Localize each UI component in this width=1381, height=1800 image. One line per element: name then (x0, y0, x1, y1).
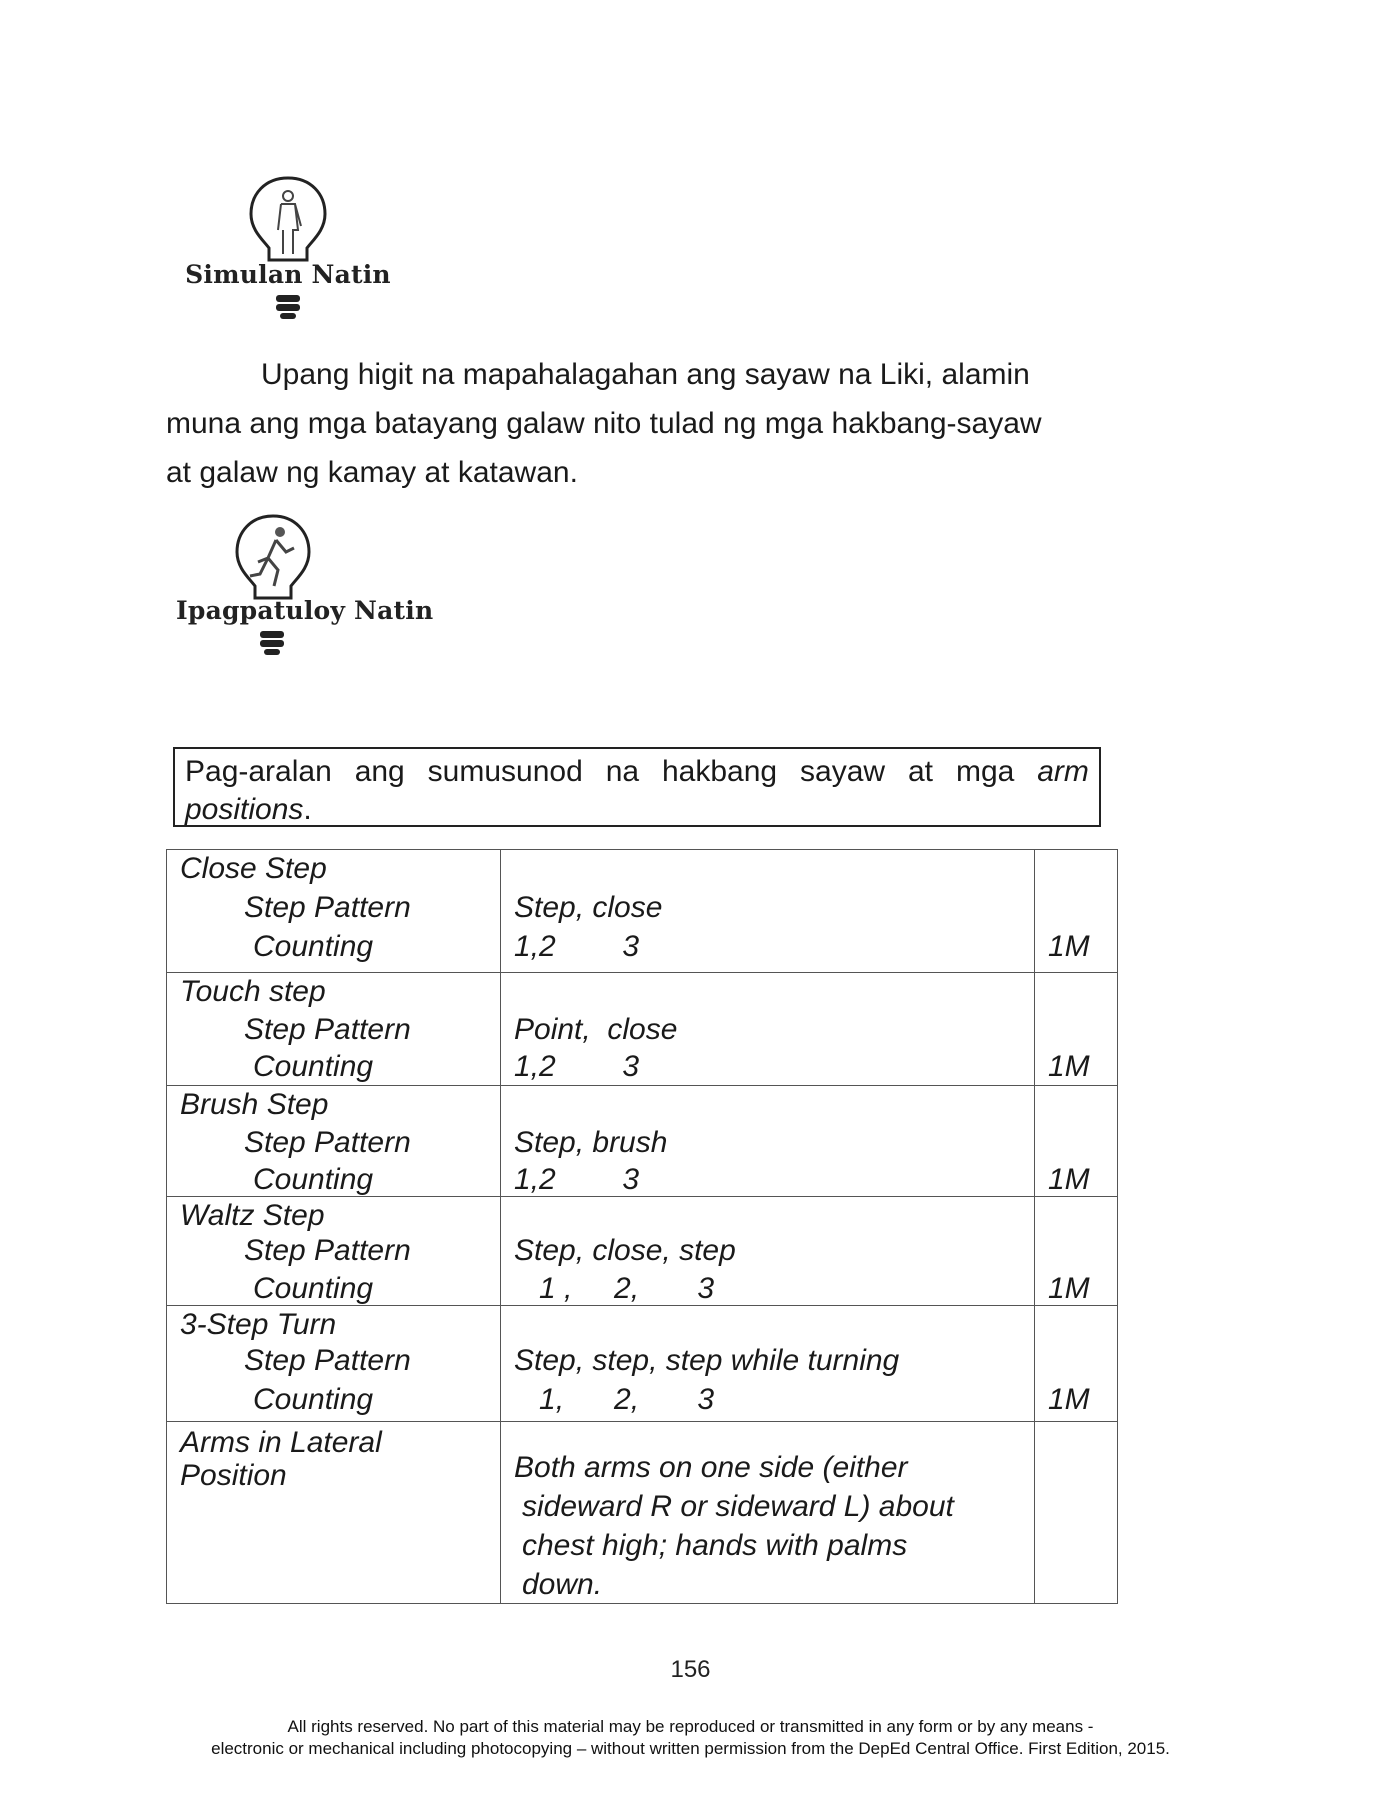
counting-label: Counting (253, 930, 374, 963)
instruction-line-2: positions. (185, 793, 312, 826)
step-pattern-value: Point, close (514, 1013, 678, 1046)
counting-value: 1,2 3 (514, 1163, 640, 1196)
bulb-base-icon (258, 629, 286, 657)
footer-line: electronic or mechanical including photocopying – without written permission from the DepEd Central Office. First Edition, 2015. (211, 1739, 1170, 1758)
counting-value: 1 , 2, 3 (514, 1272, 715, 1305)
score-mark: 1M (1048, 1050, 1090, 1083)
table-row (167, 1197, 1118, 1306)
instruction-word: at (908, 755, 934, 788)
table-row (167, 1306, 1118, 1422)
counting-value: 1, 2, 3 (514, 1383, 715, 1416)
instruction-box (173, 747, 1101, 827)
ipagpatuloy-natin-heading (176, 512, 438, 657)
table-row (167, 1086, 1118, 1197)
page-number: 156 (670, 1656, 711, 1683)
instruction-word: mga (955, 755, 1015, 788)
step-pattern-value: Step, step, step while turning (514, 1344, 900, 1377)
step-pattern-label: Step Pattern (244, 1013, 411, 1046)
score-mark: 1M (1048, 1272, 1090, 1305)
instruction-word: sayaw (800, 755, 886, 788)
step-pattern-value: Step, close, step (514, 1234, 736, 1267)
counting-label: Counting (253, 1272, 374, 1305)
step-pattern-value: Step, brush (514, 1126, 668, 1159)
counting-value: 1,2 3 (514, 1050, 640, 1083)
step-name: Touch step (180, 975, 326, 1008)
intro-line: Upang higit na mapahalagahan ang sayaw na Liki, alamin (261, 358, 1030, 391)
step-name: 3-Step Turn (180, 1308, 337, 1341)
footer-line: All rights reserved. No part of this material may be reproduced or transmitted in any form or by any means - (287, 1717, 1094, 1736)
step-pattern-label: Step Pattern (244, 1126, 411, 1159)
simulan-natin-heading (178, 174, 398, 321)
counting-label: Counting (253, 1163, 374, 1196)
score-mark: 1M (1048, 1163, 1090, 1196)
table-row (167, 850, 1118, 973)
simulan-natin-label: Simulan Natin (185, 260, 391, 289)
step-name: Waltz Step (180, 1199, 325, 1232)
instruction-word: sumusunod (427, 755, 583, 788)
score-mark: 1M (1048, 930, 1090, 963)
intro-line: at galaw ng kamay at katawan. (166, 456, 578, 489)
table-row (167, 973, 1118, 1086)
score-mark: 1M (1048, 1383, 1090, 1416)
step-pattern-label: Step Pattern (244, 891, 411, 924)
copyright-footer (0, 1716, 1381, 1760)
instruction-word: ang (354, 755, 405, 788)
intro-paragraph (166, 350, 1128, 497)
bulb-runner-icon (230, 512, 316, 604)
bulb-base-icon (274, 293, 302, 321)
instruction-word: hakbang (662, 755, 778, 788)
instruction-word: Pag-aralan (185, 755, 332, 788)
instruction-line-1 (185, 753, 1089, 791)
step-pattern-label: Step Pattern (244, 1344, 411, 1377)
intro-line: muna ang mga batayang galaw nito tulad ng mga hakbang-sayaw (166, 407, 1042, 440)
step-pattern-label: Step Pattern (244, 1234, 411, 1267)
step-name: Brush Step (180, 1088, 329, 1121)
dance-steps-table (166, 849, 1118, 1604)
arms-position-name: Arms in Lateral Position (180, 1426, 382, 1492)
table-row (167, 1422, 1118, 1604)
counting-label: Counting (253, 1050, 374, 1083)
arms-position-description: Both arms on one side (either sideward R or sideward L) about chest high; hands with palms down. (514, 1451, 954, 1601)
ipagpatuloy-natin-label: Ipagpatuloy Natin (176, 596, 434, 625)
step-pattern-value: Step, close (514, 891, 663, 924)
instruction-word-italic: arm (1037, 755, 1089, 788)
instruction-word: na (605, 755, 640, 788)
step-name: Close Step (180, 852, 327, 885)
bulb-figure-icon (243, 174, 333, 266)
counting-label: Counting (253, 1383, 374, 1416)
counting-value: 1,2 3 (514, 930, 640, 963)
